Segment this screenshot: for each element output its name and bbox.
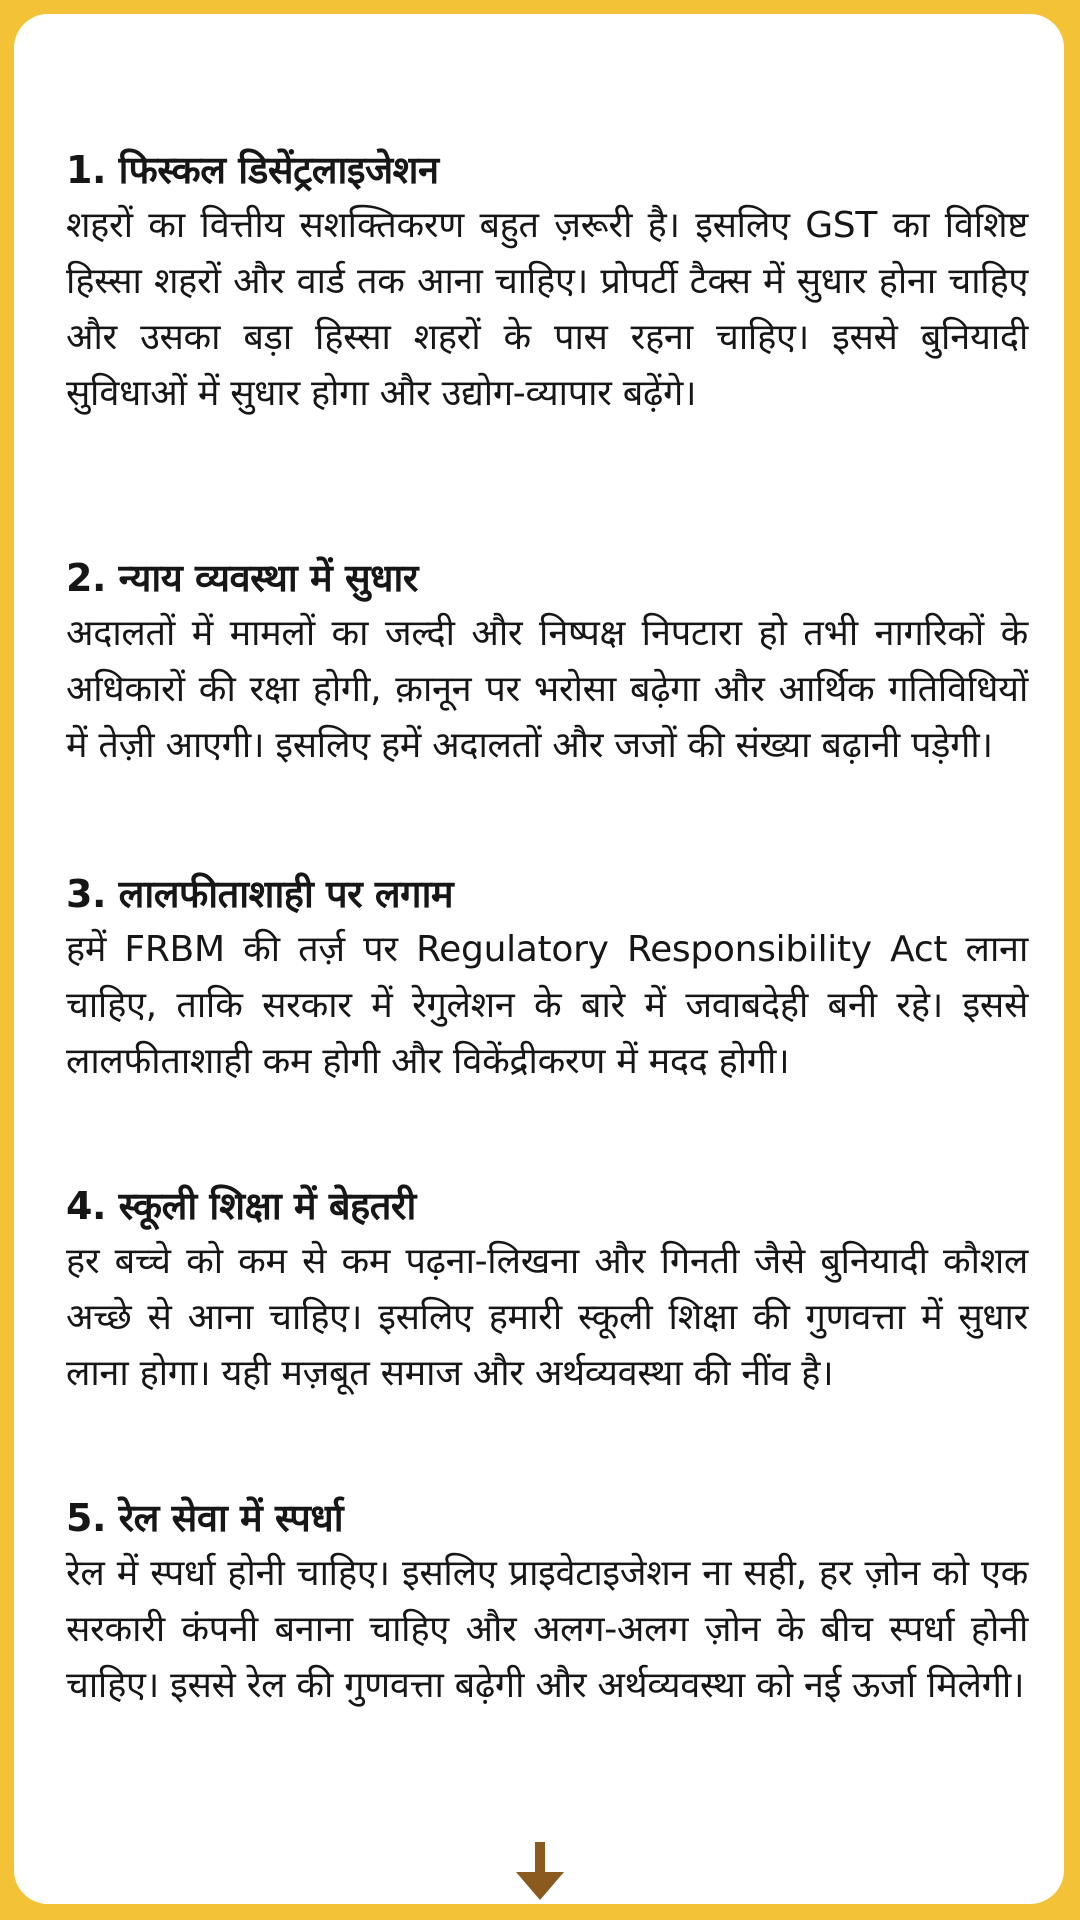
section-body: हर बच्चे को कम से कम पढ़ना-लिखना और गिनती जैसे बुनियादी कौशल अच्छे से आना चाहिए। इसलिए हमारी स्कूली शिक्षा की गुणवत्ता में सुधार लाना होगा। यही मज़बूत समाज और अर्थव्यवस्था की नींव है। — [66, 1241, 1028, 1394]
section-body: रेल में स्पर्धा होनी चाहिए। इसलिए प्राइवेटाइजेशन ना सही, हर ज़ोन को एक सरकारी कंपनी बनाना चाहिए और अलग-अलग ज़ोन के बीच स्पर्धा होनी चाहिए। इससे रेल की गुणवत्ता बढ़ेगी और अर्थव्यवस्था को नई ऊर्जा मिलेगी। — [66, 1553, 1028, 1706]
section-body: हमें FRBM की तर्ज़ पर Regulatory Responsibility Act लाना चाहिए, ताकि सरकार में रेगुलेशन के बारे में जवाबदेही बनी रहे। इससे लालफीताशाही कम होगी और विकेंद्रीकरण में मदद होगी। — [66, 929, 1028, 1082]
section-body: अदालतों में मामलों का जल्दी और निष्पक्ष निपटारा हो तभी नागरिकों के अधिकारों की रक्षा होगी, क़ानून पर भरोसा बढ़ेगा और आर्थिक गतिविधियों में तेज़ी आएगी। इसलिए हमें अदालतों और जजों की संख्या बढ़ानी पड़ेगी। — [66, 613, 1028, 766]
content-card — [14, 14, 1064, 1904]
section-red-tape — [66, 866, 1028, 1090]
section-judicial-reform — [66, 550, 1028, 774]
section-body: शहरों का वित्तीय सशक्तिकरण बहुत ज़रूरी है। इसलिए GST का विशिष्ट हिस्सा शहरों और वार्ड तक आना चाहिए। प्रोपर्टी टैक्स में सुधार होना चाहिए और उसका बड़ा हिस्सा शहरों के पास रहना चाहिए। इससे बुनियादी सुविधाओं में सुधार होगा और उद्योग-व्यापार बढ़ेंगे। — [66, 205, 1028, 414]
section-title: 5. रेल सेवा में स्पर्धा — [66, 1496, 344, 1540]
section-title: 2. न्याय व्यवस्था में सुधार — [66, 556, 418, 600]
section-title: 4. स्कूली शिक्षा में बेहतरी — [66, 1184, 416, 1228]
arrow-down-icon[interactable] — [514, 1842, 566, 1902]
section-title: 3. लालफीताशाही पर लगाम — [66, 872, 454, 916]
section-title: 1. फिस्कल डिसेंट्रलाइजेशन — [66, 148, 439, 192]
section-school-education — [66, 1178, 1028, 1402]
section-fiscal-decentralization — [66, 142, 1028, 422]
section-rail-competition — [66, 1490, 1028, 1714]
